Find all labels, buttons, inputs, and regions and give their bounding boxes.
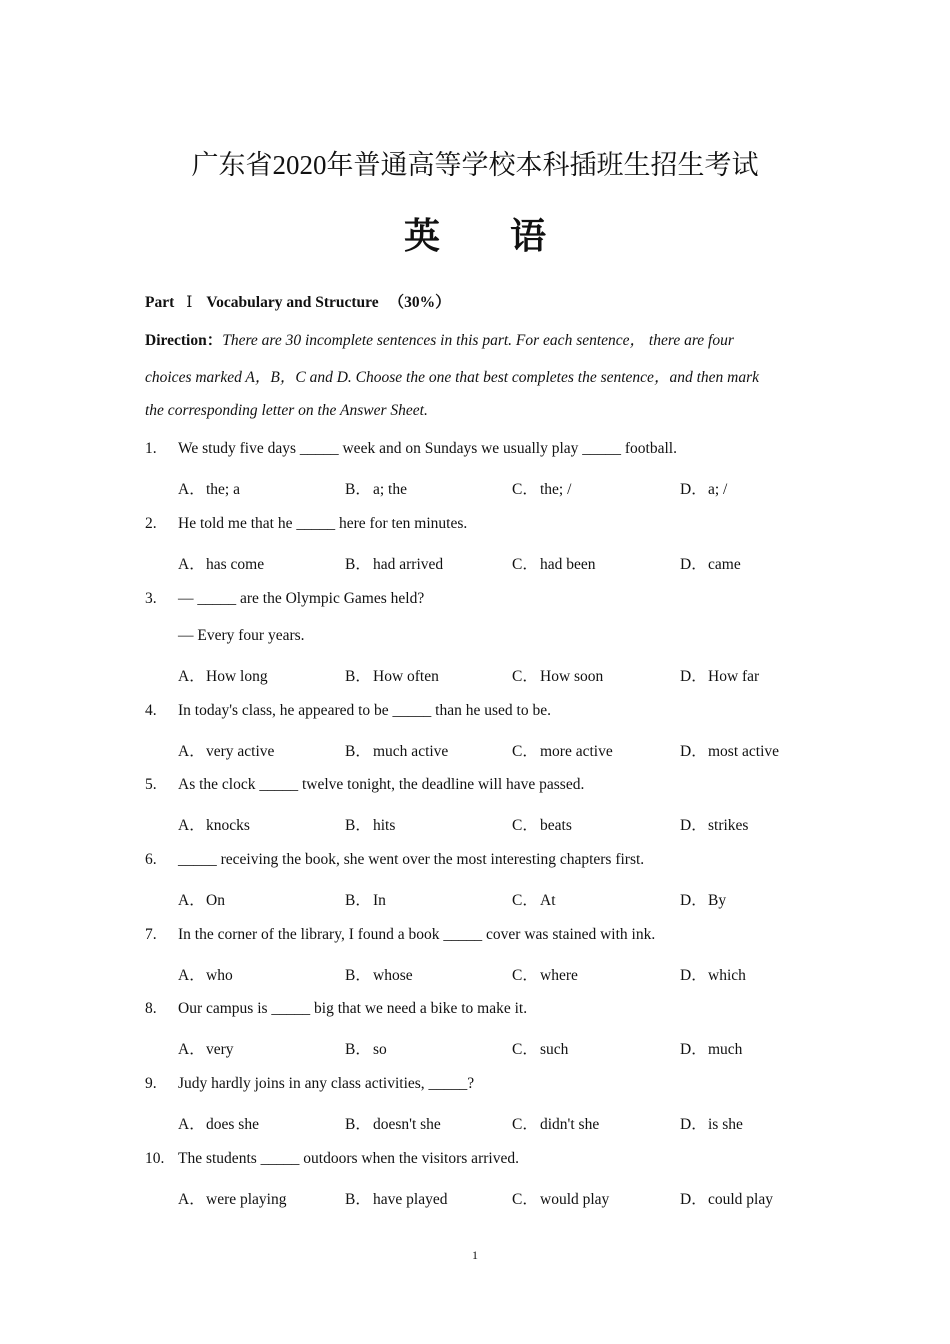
- answer-option-d: [680, 1112, 743, 1134]
- answer-option-a: [178, 1187, 286, 1209]
- option-letter: B．: [345, 1191, 371, 1208]
- question-stem: [145, 590, 424, 608]
- option-letter: C．: [512, 1041, 538, 1058]
- option-text: In: [373, 892, 386, 909]
- direction-text-2: choices marked A，B，C and D. Choose the one that best completes the sentence，and then mark: [145, 369, 759, 386]
- answer-option-b: [345, 664, 439, 686]
- question-text: As the clock _____ twelve tonight, the deadline will have passed.: [178, 776, 585, 793]
- option-letter: A．: [178, 556, 205, 573]
- question-stem: [145, 851, 644, 869]
- part-title: Vocabulary and Structure: [206, 294, 379, 311]
- answer-option-a: [178, 664, 268, 686]
- option-letter: B．: [345, 1041, 371, 1058]
- answer-option-a: [178, 813, 250, 835]
- direction-text-1: There are 30 incomplete sentences in this part. For each sentence， there are four: [222, 332, 734, 349]
- answer-option-b: [345, 1037, 387, 1059]
- option-letter: D．: [680, 967, 707, 984]
- option-text: has come: [206, 556, 265, 573]
- question-number: 5.: [145, 776, 157, 793]
- question-text: We study five days _____ week and on Sundays we usually play _____ football.: [178, 440, 677, 457]
- question-number: 2.: [145, 515, 157, 532]
- question-number: 7.: [145, 926, 157, 943]
- option-letter: B．: [345, 892, 371, 909]
- answer-option-c: [512, 963, 578, 985]
- option-letter: A．: [178, 743, 205, 760]
- option-text: very active: [206, 743, 275, 760]
- answer-option-c: [512, 739, 613, 761]
- option-text: had arrived: [373, 556, 444, 573]
- answer-option-a: [178, 888, 225, 910]
- answer-option-c: [512, 888, 556, 910]
- answer-option-d: [680, 813, 748, 835]
- question-stem: [145, 702, 551, 720]
- option-letter: C．: [512, 743, 538, 760]
- answer-option-d: [680, 1187, 773, 1209]
- option-letter: B．: [345, 1116, 371, 1133]
- answer-option-b: [345, 552, 443, 574]
- answer-option-d: [680, 1037, 742, 1059]
- option-text: On: [206, 892, 225, 909]
- question-number: 10.: [145, 1150, 165, 1167]
- question-text: Our campus is _____ big that we need a bike to make it.: [178, 1000, 528, 1017]
- answer-option-d: [680, 739, 779, 761]
- subject-title: [0, 208, 950, 259]
- option-text: beats: [540, 817, 572, 834]
- option-letter: B．: [345, 817, 371, 834]
- option-letter: C．: [512, 1191, 538, 1208]
- option-text: so: [373, 1041, 387, 1058]
- option-letter: D．: [680, 892, 707, 909]
- option-text: strikes: [708, 817, 749, 834]
- option-text: a; /: [708, 481, 728, 498]
- option-letter: D．: [680, 743, 707, 760]
- subject-char-2: 语: [510, 216, 547, 257]
- direction-label: Direction：: [145, 332, 223, 349]
- answer-option-a: [178, 739, 274, 761]
- option-text: By: [708, 892, 727, 909]
- option-text: have played: [373, 1191, 448, 1208]
- option-letter: A．: [178, 967, 205, 984]
- option-letter: A．: [178, 1191, 205, 1208]
- direction-line-2: [145, 365, 810, 387]
- answer-option-c: [512, 477, 571, 499]
- answer-option-b: [345, 888, 386, 910]
- question-stem: [145, 1075, 474, 1093]
- option-letter: D．: [680, 556, 707, 573]
- option-text: does she: [206, 1116, 259, 1133]
- answer-option-c: [512, 664, 603, 686]
- question-text: In the corner of the library, I found a book _____ cover was stained with ink.: [178, 926, 656, 943]
- question-text: — _____ are the Olympic Games held?: [178, 590, 425, 607]
- question-text: He told me that he _____ here for ten minutes.: [178, 515, 468, 532]
- exam-title: 广东省2020年普通高等学校本科插班生招生考试: [191, 150, 759, 180]
- question-text: In today's class, he appeared to be _____ than he used to be.: [178, 702, 551, 719]
- answer-option-b: [345, 1187, 447, 1209]
- option-letter: B．: [345, 481, 371, 498]
- question-text: _____ receiving the book, she went over the most interesting chapters first.: [178, 851, 645, 868]
- answer-option-b: [345, 477, 407, 499]
- answer-option-c: [512, 552, 596, 574]
- option-text: most active: [708, 743, 780, 760]
- option-text: How often: [373, 668, 439, 685]
- question-number: 8.: [145, 1000, 157, 1017]
- question-number: 6.: [145, 851, 157, 868]
- answer-option-a: [178, 552, 264, 574]
- answer-option-b: [345, 963, 413, 985]
- answer-option-b: [345, 739, 448, 761]
- option-text: much: [708, 1041, 743, 1058]
- part-heading: [145, 290, 451, 312]
- option-letter: A．: [178, 892, 205, 909]
- answer-option-a: [178, 963, 233, 985]
- option-letter: C．: [512, 556, 538, 573]
- answer-option-d: [680, 477, 727, 499]
- option-letter: C．: [512, 817, 538, 834]
- question-text: The students _____ outdoors when the visitors arrived.: [178, 1150, 519, 1167]
- option-letter: D．: [680, 668, 707, 685]
- option-letter: D．: [680, 1041, 707, 1058]
- option-text: could play: [708, 1191, 773, 1208]
- answer-option-a: [178, 1112, 259, 1134]
- option-letter: C．: [512, 1116, 538, 1133]
- option-text: the; a: [206, 481, 240, 498]
- question-stem: [145, 1150, 519, 1168]
- option-text: How far: [708, 668, 760, 685]
- option-text: such: [540, 1041, 569, 1058]
- option-letter: D．: [680, 817, 707, 834]
- option-letter: D．: [680, 1116, 707, 1133]
- option-letter: C．: [512, 967, 538, 984]
- question-stem: [145, 1000, 527, 1018]
- option-letter: B．: [345, 743, 371, 760]
- answer-option-b: [345, 1112, 441, 1134]
- option-text: very: [206, 1041, 234, 1058]
- option-text: whose: [373, 967, 413, 984]
- option-letter: A．: [178, 481, 205, 498]
- option-letter: B．: [345, 668, 371, 685]
- subject-char-1: 英: [403, 216, 440, 257]
- question-stem: [145, 776, 584, 794]
- option-letter: D．: [680, 481, 707, 498]
- question-number: 4.: [145, 702, 157, 719]
- part-percent: （30%）: [388, 294, 451, 311]
- part-label: Part: [145, 294, 175, 311]
- option-letter: A．: [178, 817, 205, 834]
- answer-option-a: [178, 1037, 234, 1059]
- option-text: At: [540, 892, 556, 909]
- answer-option-a: [178, 477, 240, 499]
- direction-line-1: [145, 328, 810, 350]
- question-stem: [145, 515, 467, 533]
- option-text: doesn't she: [373, 1116, 441, 1133]
- question-stem: [145, 440, 677, 458]
- option-text: hits: [373, 817, 396, 834]
- option-letter: B．: [345, 967, 371, 984]
- answer-option-d: [680, 664, 759, 686]
- answer-option-c: [512, 1112, 599, 1134]
- option-text: more active: [540, 743, 613, 760]
- option-text: would play: [540, 1191, 610, 1208]
- answer-option-d: [680, 888, 726, 910]
- option-text: who: [206, 967, 233, 984]
- page-number: 1: [472, 1248, 478, 1262]
- option-letter: B．: [345, 556, 371, 573]
- answer-option-c: [512, 813, 572, 835]
- question-reply-line: — Every four years.: [178, 627, 305, 644]
- question-stem: [145, 926, 655, 944]
- option-text: which: [708, 967, 746, 984]
- option-letter: A．: [178, 1041, 205, 1058]
- option-text: had been: [540, 556, 596, 573]
- option-text: How long: [206, 668, 268, 685]
- answer-option-c: [512, 1037, 568, 1059]
- answer-option-c: [512, 1187, 609, 1209]
- question-number: 1.: [145, 440, 157, 457]
- option-text: a; the: [373, 481, 407, 498]
- option-text: the; /: [540, 481, 572, 498]
- option-text: How soon: [540, 668, 604, 685]
- option-text: didn't she: [540, 1116, 600, 1133]
- option-text: were playing: [206, 1191, 287, 1208]
- option-letter: C．: [512, 892, 538, 909]
- option-letter: C．: [512, 668, 538, 685]
- part-roman: Ⅰ: [186, 294, 193, 311]
- option-letter: A．: [178, 668, 205, 685]
- option-text: where: [540, 967, 578, 984]
- question-text: Judy hardly joins in any class activities, _____?: [178, 1075, 475, 1092]
- direction-line-3: [145, 402, 810, 420]
- option-letter: A．: [178, 1116, 205, 1133]
- answer-option-d: [680, 963, 746, 985]
- option-text: knocks: [206, 817, 250, 834]
- option-letter: C．: [512, 481, 538, 498]
- option-text: much active: [373, 743, 449, 760]
- question-number: 3.: [145, 590, 157, 607]
- answer-option-d: [680, 552, 741, 574]
- answer-option-b: [345, 813, 395, 835]
- option-text: is she: [708, 1116, 743, 1133]
- question-number: 9.: [145, 1075, 157, 1092]
- option-letter: D．: [680, 1191, 707, 1208]
- option-text: came: [708, 556, 741, 573]
- direction-text-3: the corresponding letter on the Answer Sheet.: [145, 402, 428, 419]
